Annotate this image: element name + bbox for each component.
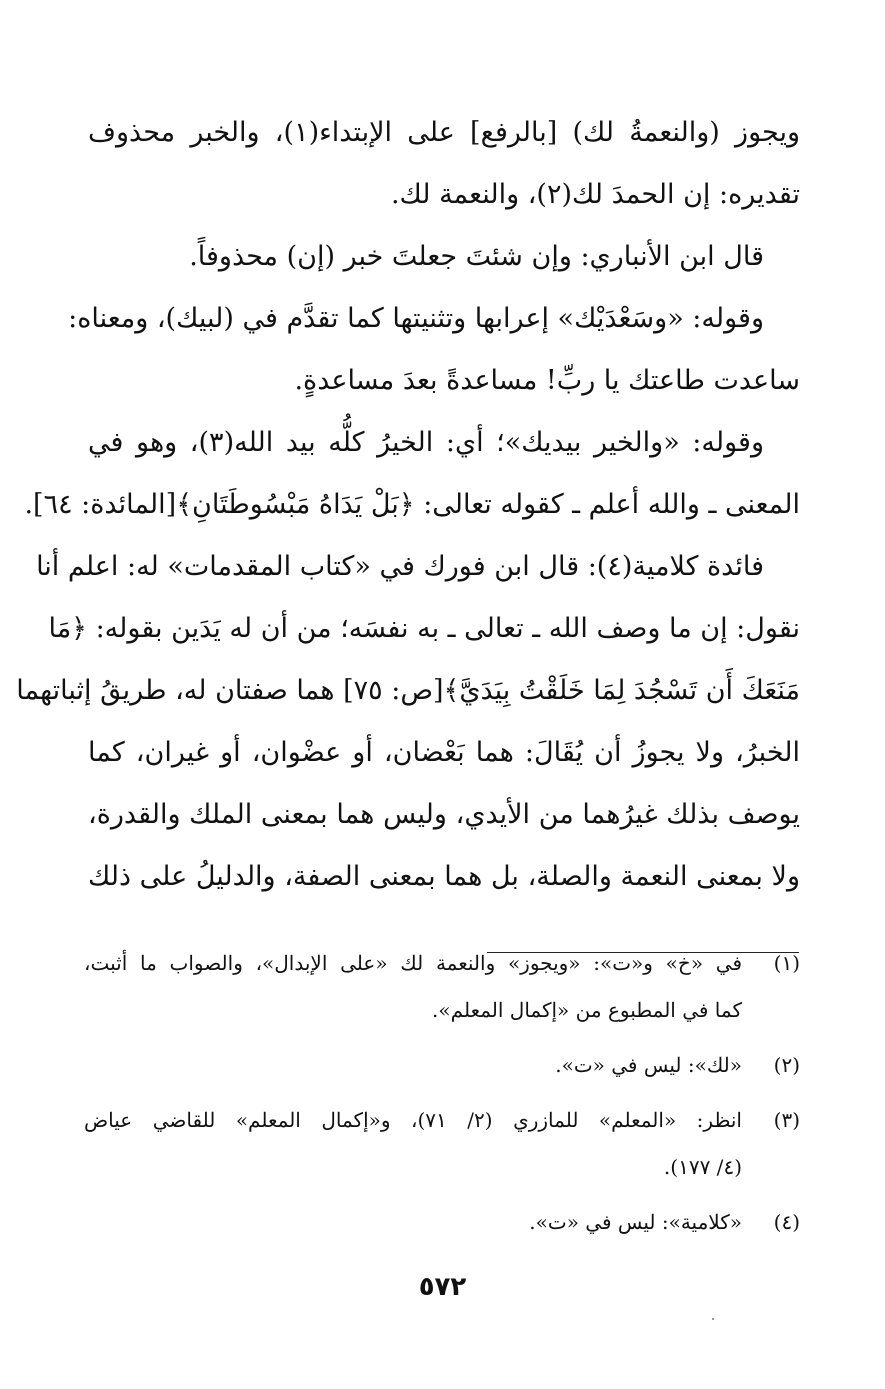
text-line: نقول: إن ما وصف الله ـ تعالى ـ به نفسَه؛ من أن له يَدَين بقوله: ﴿مَا: [48, 613, 800, 644]
footnote-line: «كلامية»: ليس في «ت».: [529, 1210, 742, 1234]
text-line: المعنى ـ والله أعلم ـ كقوله تعالى: ﴿بَلْ يَدَاهُ مَبْسُوطَتَانِ﴾[المائدة: ٦٤].: [24, 489, 800, 520]
text-line: فائدة كلامية(٤): قال ابن فورك في «كتاب المقدمات» له: اعلم أنا: [36, 551, 764, 582]
main-text: [16, 102, 800, 908]
page-number: ٥٧٢: [418, 1272, 467, 1302]
text-line: ساعدت طاعتك يا ربِّ! مساعدةً بعدَ مساعدةٍ.: [294, 365, 800, 396]
footnote: [84, 1042, 800, 1089]
footnote-line: (٤/ ١٧٧).: [663, 1155, 742, 1179]
footnote-line: كما في المطبوع من «إكمال المعلم».: [432, 998, 742, 1022]
footnote: [84, 1199, 800, 1246]
text-line: تقديره: إن الحمدَ لك(٢)، والنعمة لك.: [390, 179, 800, 210]
scan-speck: [712, 1318, 714, 1320]
footnote: [84, 940, 800, 1034]
footnote: [84, 1097, 800, 1191]
text-line: وقوله: «والخير بيديك»؛ أي: الخيرُ كلُّه بيد الله(٣)، وهو في: [88, 427, 764, 458]
footnote-number: (٢): [773, 1053, 800, 1077]
text-line: الخبرُ، ولا يجوزُ أن يُقَالَ: هما بَعْضان، أو عضْوان، أو غيران، كما: [88, 737, 800, 768]
footnote-line: «لك»: ليس في «ت».: [555, 1053, 742, 1077]
text-line: قال ابن الأنباري: وإن شئتَ جعلتَ خبر (إن) محذوفاً.: [189, 241, 764, 272]
footnote-line: انظر: «المعلم» للمازري (٢/ ٧١)، و«إكمال المعلم» للقاضي عياض: [84, 1108, 742, 1132]
text-line: ويجوز (والنعمةُ لك) [بالرفع] على الإبتداء(١)، والخبر محذوف: [88, 117, 800, 148]
footnotes: [84, 940, 800, 1246]
footnote-number: (١): [773, 951, 800, 975]
text-line: مَنَعَكَ أَن تَسْجُدَ لِمَا خَلَقْتُ بِيَدَيَّ﴾[ص: ٧٥] هما صفتان له، طريقُ إثباتهما: [16, 675, 800, 706]
text-line: يوصف بذلك غيرُهما من الأيدي، وليس هما بمعنى الملك والقدرة،: [88, 799, 800, 830]
text-line: وقوله: «وسَعْدَيْك» إعرابها وتثنيتها كما تقدَّم في (لبيك)، ومعناه:: [68, 303, 764, 334]
text-line: ولا بمعنى النعمة والصلة، بل هما بمعنى الصفة، والدليلُ على ذلك: [88, 861, 800, 892]
footnote-number: (٤): [773, 1210, 800, 1234]
footnote-number: (٣): [773, 1108, 800, 1132]
footnote-line: في «خ» و«ت»: «ويجوز» والنعمة لك «على الإبدال»، والصواب ما أثبت،: [84, 951, 742, 975]
